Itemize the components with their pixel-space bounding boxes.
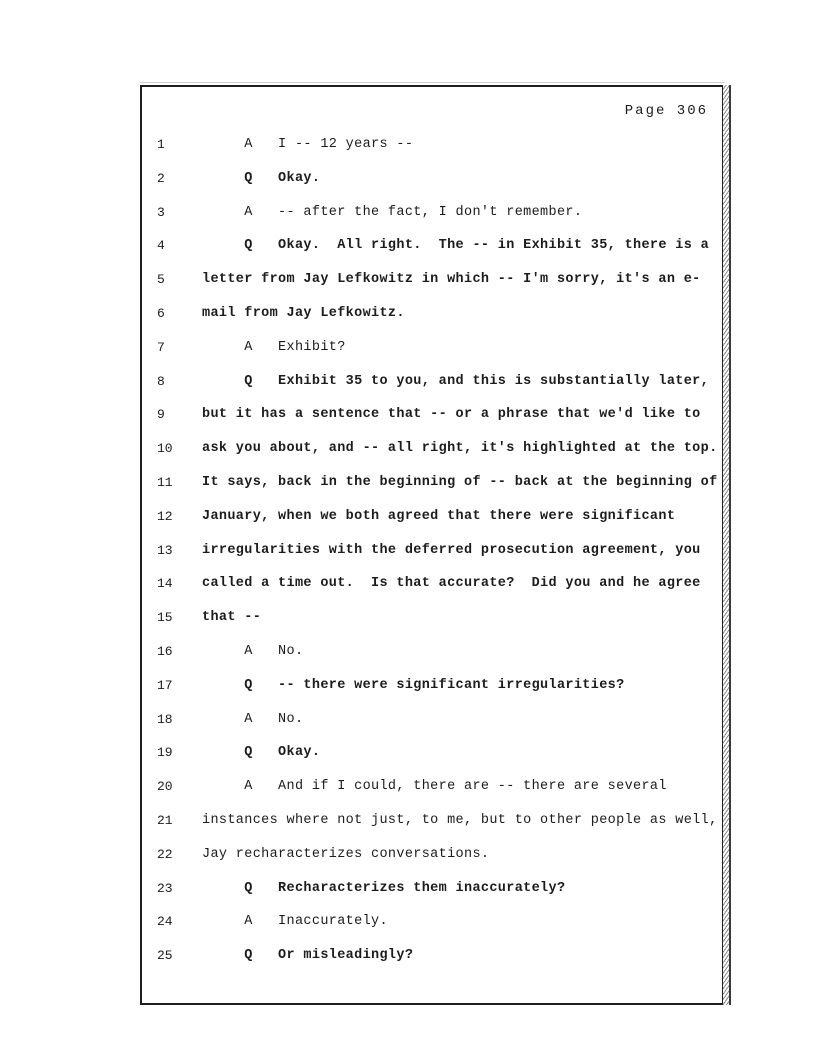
line-number: 25 bbox=[157, 948, 173, 964]
transcript-line bbox=[142, 779, 716, 813]
line-number: 16 bbox=[157, 643, 173, 659]
line-number: 1 bbox=[157, 137, 165, 152]
line-number: 9 bbox=[157, 407, 165, 423]
line-text: that -- bbox=[202, 610, 262, 626]
line-text: mail from Jay Lefkowitz. bbox=[202, 305, 405, 321]
line-number: 19 bbox=[157, 745, 173, 761]
line-text: A No. bbox=[202, 643, 304, 659]
transcript-line bbox=[142, 340, 716, 374]
line-text: Q Okay. All right. The -- in Exhibit 35, there is a bbox=[202, 238, 710, 254]
line-text: January, when we both agreed that there were significant bbox=[202, 508, 676, 524]
transcript-line bbox=[142, 644, 716, 678]
line-text: A Inaccurately. bbox=[202, 914, 388, 930]
line-number: 2 bbox=[157, 170, 165, 186]
line-text: ask you about, and -- all right, it's highlighted at the top. bbox=[202, 441, 718, 457]
line-number: 3 bbox=[157, 204, 165, 220]
line-text: called a time out. Is that accurate? Did you and he agree bbox=[202, 576, 701, 592]
transcript-line bbox=[142, 745, 716, 779]
transcript-sheet bbox=[140, 85, 724, 1005]
transcript-line bbox=[142, 374, 716, 408]
line-number: 11 bbox=[157, 474, 173, 490]
line-number: 5 bbox=[157, 272, 165, 288]
transcript-line bbox=[142, 914, 716, 948]
line-number: 24 bbox=[157, 914, 173, 930]
transcript-line bbox=[142, 171, 716, 205]
line-number: 15 bbox=[157, 610, 173, 626]
line-text: Q -- there were significant irregularities? bbox=[202, 677, 625, 693]
line-text: A -- after the fact, I don't remember. bbox=[202, 204, 583, 220]
transcript-line bbox=[142, 543, 716, 577]
transcript-line bbox=[142, 712, 716, 746]
transcript-line bbox=[142, 238, 716, 272]
line-text: letter from Jay Lefkowitz in which -- I'm sorry, it's an e- bbox=[202, 272, 701, 288]
transcript-line bbox=[142, 475, 716, 509]
transcript-line bbox=[142, 813, 716, 847]
transcript-line bbox=[142, 272, 716, 306]
transcript-line bbox=[142, 407, 716, 441]
line-number: 18 bbox=[157, 711, 173, 727]
transcript-line bbox=[142, 205, 716, 239]
line-text: A I -- 12 years -- bbox=[202, 137, 414, 152]
line-text: Q Okay. bbox=[202, 170, 321, 186]
transcript-line bbox=[142, 509, 716, 543]
line-text: A No. bbox=[202, 711, 304, 727]
line-number: 21 bbox=[157, 812, 173, 828]
line-text: Q Exhibit 35 to you, and this is substantially later, bbox=[202, 373, 710, 389]
page-number-label: Page 306 bbox=[624, 103, 708, 119]
line-text: A Exhibit? bbox=[202, 339, 346, 355]
line-number: 23 bbox=[157, 880, 173, 896]
transcript-lines bbox=[142, 137, 716, 982]
line-text: A And if I could, there are -- there are several bbox=[202, 779, 667, 795]
transcript-line bbox=[142, 137, 716, 171]
line-text: It says, back in the beginning of -- back at the beginning of bbox=[202, 474, 718, 490]
line-number: 6 bbox=[157, 305, 165, 321]
line-text: Q Recharacterizes them inaccurately? bbox=[202, 880, 566, 896]
line-text: irregularities with the deferred prosecution agreement, you bbox=[202, 542, 701, 558]
line-text: Jay recharacterizes conversations. bbox=[202, 846, 490, 862]
line-text: instances where not just, to me, but to other people as well, bbox=[202, 812, 718, 828]
line-number: 17 bbox=[157, 677, 173, 693]
line-number: 22 bbox=[157, 846, 173, 862]
transcript-line bbox=[142, 678, 716, 712]
line-number: 4 bbox=[157, 238, 165, 254]
line-text: but it has a sentence that -- or a phrase that we'd like to bbox=[202, 407, 701, 423]
line-number: 13 bbox=[157, 542, 173, 558]
line-number: 20 bbox=[157, 779, 173, 795]
line-number: 14 bbox=[157, 576, 173, 592]
line-number: 12 bbox=[157, 508, 173, 524]
transcript-line bbox=[142, 948, 716, 982]
transcript-line bbox=[142, 576, 716, 610]
transcript-line bbox=[142, 441, 716, 475]
line-text: Q Okay. bbox=[202, 745, 321, 761]
transcript-line bbox=[142, 610, 716, 644]
line-number: 7 bbox=[157, 339, 165, 355]
transcript-line bbox=[142, 881, 716, 915]
transcript-line bbox=[142, 847, 716, 881]
transcript-line bbox=[142, 306, 716, 340]
line-number: 8 bbox=[157, 373, 165, 389]
line-number: 10 bbox=[157, 441, 173, 457]
line-text: Q Or misleadingly? bbox=[202, 948, 414, 964]
